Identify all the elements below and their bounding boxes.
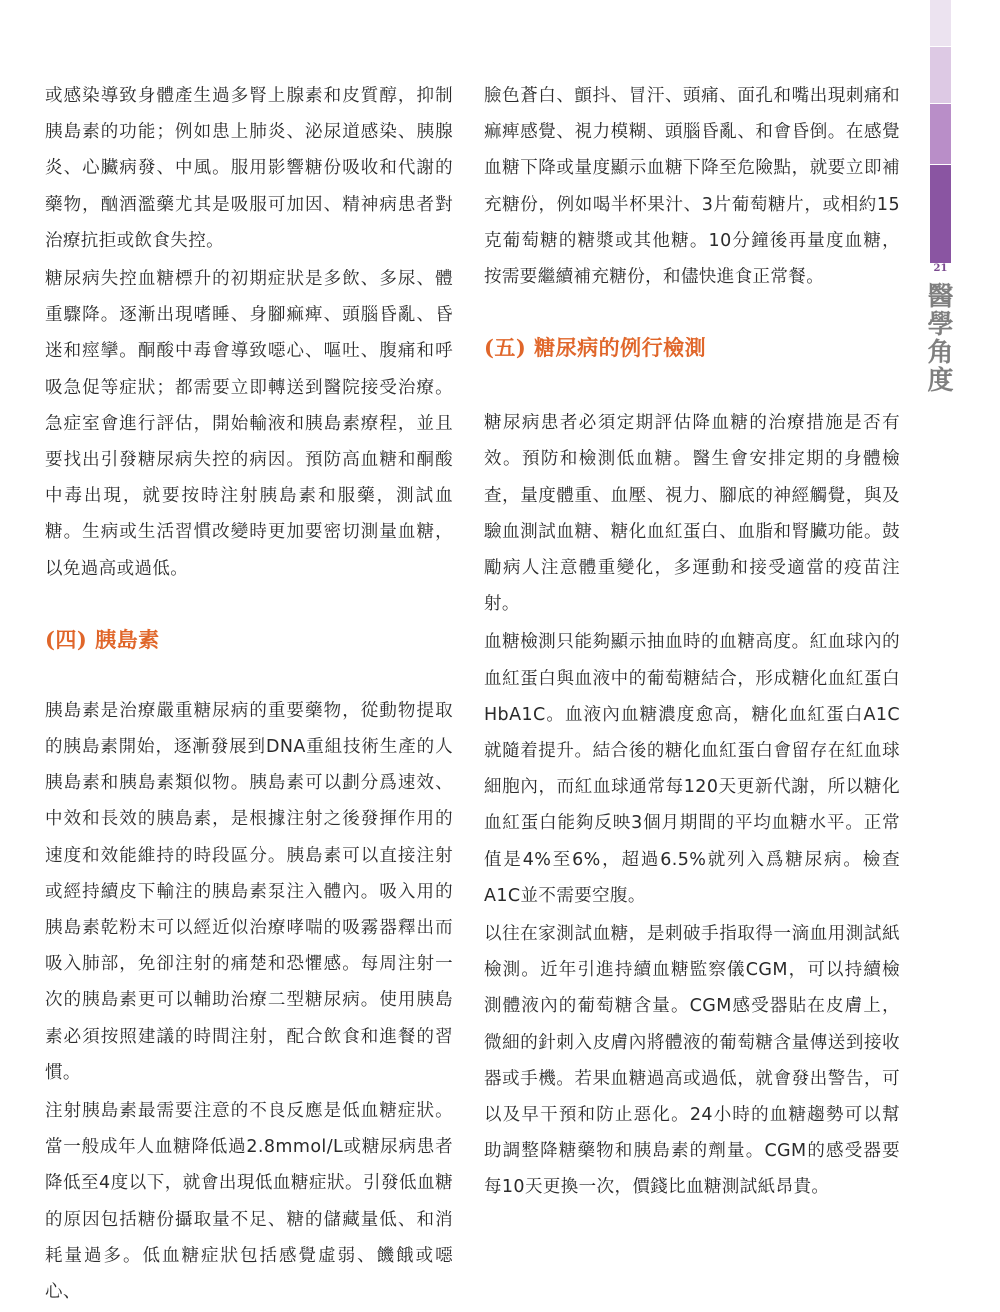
paragraph-regular-checkup: 糖尿病患者必須定期評估降血糖的治療措施是否有效。預防和檢測低血糖。醫生會安排定期的身體檢查，量度體重、血壓、視力、腳底的神經觸覺，與及驗血測試血糖、糖化血紅蛋白、血脂和腎臟功能。鼓勵病人注意體重變化，多運動和接受適當的疫苗注射。 — [484, 413, 900, 615]
section-title: 醫學角度 — [923, 282, 953, 394]
sidebar-segment-light — [930, 47, 951, 103]
paragraph-insulin-types: 胰島素是治療嚴重糖尿病的重要藥物，從動物提取的胰島素開始，逐漸發展到DNA重組技術生產的人胰島素和胰島素類似物。胰島素可以劃分爲速效、中效和長效的胰島素，是根據注射之後發揮作用的速度和效能維持的時段區分。胰島素可以直接注射或經持續皮下輸注的胰島素泵注入體內。吸入用的胰島素乾粉末可以經近似治療哮喘的吸霧器釋出而吸入肺部，免卻注射的痛楚和恐懼感。每周注射一次的胰島素更可以輔助治療二型糖尿病。使用胰島素必須按照建議的時間注射，配合飲食和進餐的習慣。 — [45, 700, 453, 1083]
right-column — [484, 78, 900, 1208]
sidebar-segment-dark — [930, 165, 951, 263]
paragraph-cgm: 以往在家測試血糖，是刺破手指取得一滴血用測試紙檢測。近年引進持續血糖監察儀CGM，可以持續檢測體液內的葡萄糖含量。CGM感受器貼在皮膚上，微細的針刺入皮膚內將體液的葡萄糖含量傳送到接收器或手機。若果血糖過高或過低，就會發出警告，可以及早干預和防止惡化。24小時的血糖趨勢可以幫助調整降糖藥物和胰島素的劑量。CGM的感受器要每10天更換一次，價錢比血糖測試紙昂貴。 — [484, 924, 900, 1198]
paragraph-uncontrolled-symptoms: 糖尿病失控血糖標升的初期症狀是多飲、多尿、體重驟降。逐漸出現嗜睡、身腳痲痺、頭腦昏亂、昏迷和痙攣。酮酸中毒會導致噁心、嘔吐、腹痛和呼吸急促等症狀；都需要立即轉送到醫院接受治療。急症室會進行評估，開始輸液和胰島素療程，並且要找出引發糖尿病失控的病因。預防高血糖和酮酸中毒出現，就要按時注射胰島素和服藥，測試血糖。生病或生活習慣改變時更加要密切測量血糖，以免過高或過低。 — [45, 269, 453, 579]
sidebar-segment-mid — [930, 104, 951, 164]
paragraph-hypoglycemia: 注射胰島素最需要注意的不良反應是低血糖症狀。當一般成年人血糖降低過2.8mmol/L或糖尿病患者降低至4度以下，就會出現低血糖症狀。引發低血糖的原因包括糖份攝取量不足、糖的儲藏量低、和消耗量過多。低血糖症狀包括感覺虛弱、饑餓或噁心、 — [45, 1101, 453, 1303]
left-column — [45, 78, 453, 1312]
sidebar-segment-pale — [930, 0, 951, 46]
paragraph-hba1c: 血糖檢測只能夠顯示抽血時的血糖高度。紅血球內的血紅蛋白與血液中的葡萄糖結合，形成糖化血紅蛋白HbA1C。血液內血糖濃度愈高，糖化血紅蛋白A1C就隨着提升。結合後的糖化血紅蛋白會留存在紅血球細胞內，而紅血球通常每120天更新代謝，所以糖化血紅蛋白能夠反映3個月期間的平均血糖水平。正常值是4%至6%，超過6.5%就列入爲糖尿病。檢查A1C並不需要空腹。 — [484, 632, 900, 906]
sidebar-color-bar — [930, 0, 951, 1275]
paragraph-infection-causes: 或感染導致身體產生過多腎上腺素和皮質醇，抑制胰島素的功能；例如患上肺炎、泌尿道感染、胰腺炎、心臟病發、中風。服用影響糖份吸收和代謝的藥物，酗酒濫藥尤其是吸服可加因、精神病患者對治療抗拒或飲食失控。 — [45, 86, 453, 251]
heading-insulin: (四) 胰島素 — [45, 626, 160, 652]
paragraph-hypoglycemia-continued: 臉色蒼白、顫抖、冒汗、頭痛、面孔和嘴出現刺痛和痲痺感覺、視力模糊、頭腦昏亂、和會昏倒。在感覺血糖下降或量度顯示血糖下降至危險點，就要立即補充糖份，例如喝半杯果汁、3片葡萄糖片，或相約15克葡萄糖的糖漿或其他糖。10分鐘後再量度血糖，按需要繼續補充糖份，和儘快進食正常餐。 — [484, 86, 900, 288]
heading-routine-tests: (五) 糖尿病的例行檢測 — [484, 335, 707, 361]
page-number: 21 — [933, 263, 948, 274]
